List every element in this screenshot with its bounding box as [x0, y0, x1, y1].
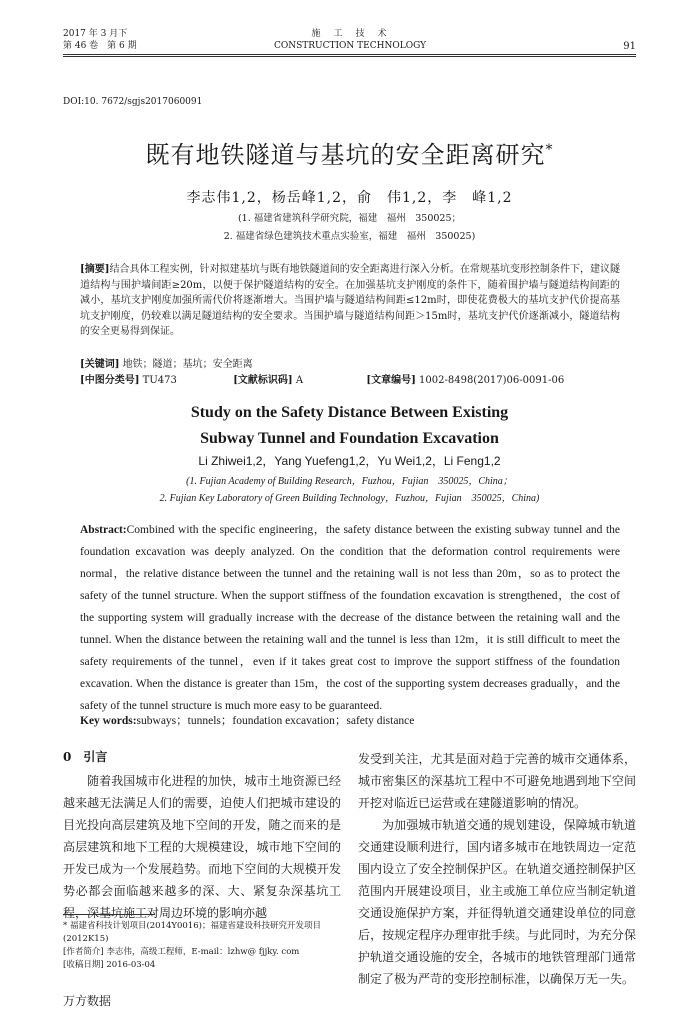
keywords-cn-label: [关键词] [80, 359, 120, 370]
classification-row [80, 371, 620, 386]
footnote-received: [收稿日期] 2016-03-04 [63, 960, 156, 970]
keywords-en-label: Key words: [80, 715, 137, 727]
watermark: 万方数据 [63, 994, 112, 1008]
affiliation-en-1: (1. Fujian Academy of Building Research，Fuzhou，Fujian 350025，China； [186, 476, 513, 487]
authors-en: Li Zhiwei1,2，Yang Yuefeng1,2，Yu Wei1,2，Li Feng1,2 [198, 454, 501, 468]
title-text: 既有地铁隧道与基坑的安全距离研究 [145, 141, 546, 169]
authors-cn: 李志伟1,2，杨岳峰1,2，俞 伟1,2，李 峰1,2 [186, 190, 513, 206]
keywords-en [80, 712, 620, 728]
header-rule-thin [63, 56, 636, 57]
keywords-cn [80, 355, 620, 370]
clc-label: [中图分类号] [80, 375, 140, 386]
body-paragraph-continued: 发受到关注，尤其是面对趋于完善的城市交通体系，城市密集区的深基坑工程中不可避免地遇到地下空间开挖对临近已运营或在建隧道影响的情况。 [358, 752, 636, 810]
footnote-funding: * 福建省科技计划项目(2014Y0016)；福建省建设科技研究开发项目(2012K15) [63, 921, 321, 944]
running-header-left [63, 28, 137, 52]
abstract-en-label: Abstract: [80, 524, 127, 536]
keywords-cn-text: 地铁；隧道；基坑；安全距离 [122, 359, 253, 370]
title-footnote-mark: * [545, 142, 554, 158]
header-rule [63, 54, 636, 55]
paper-title-cn [63, 135, 636, 170]
footnote-author: [作者简介] 李志伟，高级工程师，E-mail：lzhw@ fjjky. com [63, 947, 300, 957]
footnote-rule [63, 914, 155, 915]
volume-issue: 第 46 卷 第 6 期 [63, 41, 137, 51]
body-column-right [358, 748, 636, 990]
journal-title-en: CONSTRUCTION TECHNOLOGY [273, 41, 427, 51]
running-header-center [230, 28, 470, 52]
abstract-en [80, 519, 620, 717]
body-paragraph: 随着我国城市化进程的加快，城市土地资源已经越来越无法满足人们的需要，迫使人们把城市建设的目光投向高层建筑及地下空间的开发，随之而来的是高层建筑和地下工程的大规模建设，城市地下空间的开发已成为一个发展趋势。而地下空间的大规模开发势必都会面临越来越多的深、大、紧复杂深基坑工程，深基坑施工对周边环境的影响亦越 [63, 774, 341, 920]
issue-date: 2017 年 3 月下 [63, 29, 128, 39]
abstract-cn-label: [摘要] [80, 264, 110, 275]
title-en-line-2: Subway Tunnel and Foundation Excavation [200, 430, 499, 447]
abstract-en-text: Combined with the specific engineering，the safety distance between the existing subway tunnel and the foundation excavation was deeply analyzed. On the condition that the deformation control requirements were normal，the relative distance between the tunnel and the retaining wall is not less than 20m，so as to protect the safety of the tunnel structure. When the support stiffness of the foundation excavation is strengthened，the cost of the supporting system will gradually increase with the decrease of the distance between the retaining wall and the tunnel. When the distance between the retaining wall and the tunnel is less than 12m，it is still difficult to meet the safety requirements of the tunnel，even if it takes great cost to improve the support stiffness of the foundation excavation. When the distance is greater than 15m，the cost of the supporting system decreases gradually，and the safety of the tunnel structure is much more easy to be guaranteed. [80, 524, 620, 712]
abstract-cn-text: 结合具体工程实例，针对拟建基坑与既有地铁隧道间的安全距离进行深入分析。在常规基坑变形控制条件下，建议隧道结构与围护墙间距≥20m，以便于保护隧道结构的安全。在加强基坑支护刚度的条件下，随着围护墙与隧道结构间距的减小，基坑支护刚度加强所需代价将逐渐增大。当围护墙与隧道结构间距≤12m时，即使花费极大的基坑支护代价提高基坑支护刚度，仍较难以满足隧道结构的安全要求。当围护墙与隧道结构间距＞15m时，基坑支护代价逐渐减小，隧道结构的安全更易得到保证。 [80, 264, 621, 338]
affiliation-cn-1: (1. 福建省建筑科学研究院，福建 福州 350025； [237, 213, 462, 224]
article-no-value: 1002-8498(2017)06-0091-06 [419, 375, 565, 386]
affiliation-en-2: 2. Fujian Key Laboratory of Green Building Technology，Fuzhou，Fujian 350025，China) [159, 493, 540, 504]
doi: DOI:10. 7672/sgjs2017060091 [63, 97, 203, 107]
paper-title-en [63, 400, 636, 452]
page-number: 91 [623, 41, 636, 52]
section-title: 引言 [83, 750, 108, 764]
body-column-left [63, 770, 341, 924]
title-en-line-1: Study on the Safety Distance Between Existing [190, 404, 509, 421]
journal-title-cn: 施 工 技 术 [311, 29, 389, 39]
body-paragraph: 为加强城市轨道交通的规划建设，保障城市轨道交通建设顺利进行，国内诸多城市在地铁周边一定范围内设立了安全控制保护区。在轨道交通控制保护区范围内开展建设项目，业主或施工单位应当制定轨道交通设施保护方案，并征得轨道交通建设单位的同意后，按规定程序办理审批手续。与此同时，为充分保护轨道交通设施的安全，各城市的地铁管理部门通常制定了极为严苛的变形控制标准，以确保万无一失。 [358, 818, 636, 986]
doc-code-label: [文献标识码] [233, 375, 293, 386]
abstract-cn [80, 262, 620, 340]
doc-code-value: A [295, 375, 304, 386]
keywords-en-text: subways；tunnels；foundation excavation；safety distance [136, 715, 415, 727]
section-heading [63, 748, 107, 765]
article-no-label: [文章编号] [366, 375, 416, 386]
affiliation-cn-2: 2. 福建省绿色建筑技术重点实验室，福建 福州 350025) [223, 231, 476, 242]
section-number: 0 [63, 750, 72, 764]
clc-value: TU473 [142, 375, 177, 386]
footnotes [63, 920, 343, 972]
